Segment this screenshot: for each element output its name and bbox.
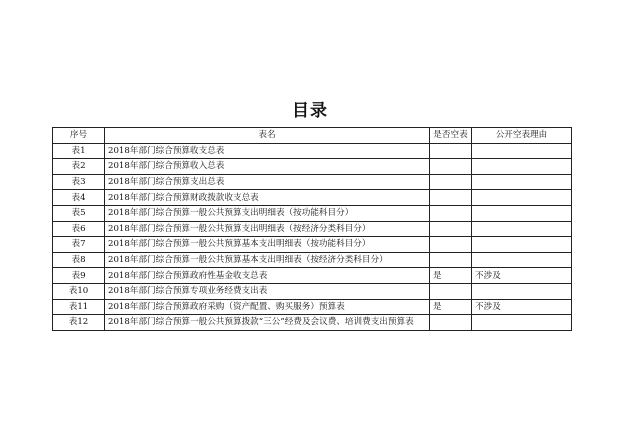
table-row bbox=[53, 190, 572, 206]
row-reason bbox=[472, 237, 572, 253]
row-is-empty bbox=[430, 283, 472, 299]
header-no: 序号 bbox=[53, 128, 105, 144]
row-table-name: 2018年部门综合预算财政拨款收支总表 bbox=[105, 190, 430, 206]
table-row bbox=[53, 268, 572, 284]
row-reason bbox=[472, 315, 572, 331]
header-empty: 是否空表 bbox=[430, 128, 472, 144]
row-table-name: 2018年部门综合预算一般公共预算支出明细表（按功能科目分） bbox=[105, 205, 430, 221]
row-table-name: 2018年部门综合预算一般公共预算支出明细表（按经济分类科目分） bbox=[105, 221, 430, 237]
table-row bbox=[53, 299, 572, 315]
row-is-empty bbox=[430, 174, 472, 190]
table-row bbox=[53, 283, 572, 299]
row-number: 表5 bbox=[53, 205, 105, 221]
row-reason bbox=[472, 190, 572, 206]
row-number: 表12 bbox=[53, 315, 105, 331]
row-number: 表4 bbox=[53, 190, 105, 206]
row-number: 表6 bbox=[53, 221, 105, 237]
row-table-name: 2018年部门综合预算政府性基金收支总表 bbox=[105, 268, 430, 284]
header-name: 表名 bbox=[105, 128, 430, 144]
row-reason bbox=[472, 174, 572, 190]
row-reason bbox=[472, 205, 572, 221]
row-is-empty bbox=[430, 159, 472, 175]
row-reason bbox=[472, 252, 572, 268]
row-is-empty bbox=[430, 143, 472, 159]
row-number: 表1 bbox=[53, 143, 105, 159]
row-number: 表9 bbox=[53, 268, 105, 284]
row-table-name: 2018年部门综合预算专项业务经费支出表 bbox=[105, 283, 430, 299]
row-number: 表8 bbox=[53, 252, 105, 268]
row-table-name: 2018年部门综合预算一般公共预算拨款“三公”经费及会议费、培训费支出预算表 bbox=[105, 315, 430, 331]
row-is-empty bbox=[430, 237, 472, 253]
row-number: 表10 bbox=[53, 283, 105, 299]
row-table-name: 2018年部门综合预算一般公共预算基本支出明细表（按经济分类科目分） bbox=[105, 252, 430, 268]
header-row bbox=[53, 128, 572, 144]
row-reason: 不涉及 bbox=[472, 268, 572, 284]
row-reason bbox=[472, 143, 572, 159]
row-is-empty bbox=[430, 205, 472, 221]
row-is-empty bbox=[430, 190, 472, 206]
row-is-empty bbox=[430, 252, 472, 268]
table-row bbox=[53, 252, 572, 268]
row-is-empty: 是 bbox=[430, 268, 472, 284]
row-reason: 不涉及 bbox=[472, 299, 572, 315]
table-row bbox=[53, 205, 572, 221]
table-row bbox=[53, 159, 572, 175]
header-reason: 公开空表理由 bbox=[472, 128, 572, 144]
row-table-name: 2018年部门综合预算收入总表 bbox=[105, 159, 430, 175]
row-table-name: 2018年部门综合预算收支总表 bbox=[105, 143, 430, 159]
row-reason bbox=[472, 159, 572, 175]
toc-table bbox=[52, 127, 572, 331]
row-number: 表7 bbox=[53, 237, 105, 253]
row-table-name: 2018年部门综合预算支出总表 bbox=[105, 174, 430, 190]
table-row bbox=[53, 237, 572, 253]
table-row bbox=[53, 143, 572, 159]
row-reason bbox=[472, 221, 572, 237]
row-is-empty bbox=[430, 315, 472, 331]
row-number: 表3 bbox=[53, 174, 105, 190]
page-title: 目录 bbox=[292, 101, 328, 121]
row-is-empty: 是 bbox=[430, 299, 472, 315]
table-row bbox=[53, 174, 572, 190]
toc-body bbox=[53, 143, 572, 330]
table-row bbox=[53, 315, 572, 331]
row-number: 表11 bbox=[53, 299, 105, 315]
row-is-empty bbox=[430, 221, 472, 237]
table-row bbox=[53, 221, 572, 237]
row-table-name: 2018年部门综合预算政府采购（资产配置、购买服务）预算表 bbox=[105, 299, 430, 315]
row-number: 表2 bbox=[53, 159, 105, 175]
row-table-name: 2018年部门综合预算一般公共预算基本支出明细表（按功能科目分） bbox=[105, 237, 430, 253]
row-reason bbox=[472, 283, 572, 299]
